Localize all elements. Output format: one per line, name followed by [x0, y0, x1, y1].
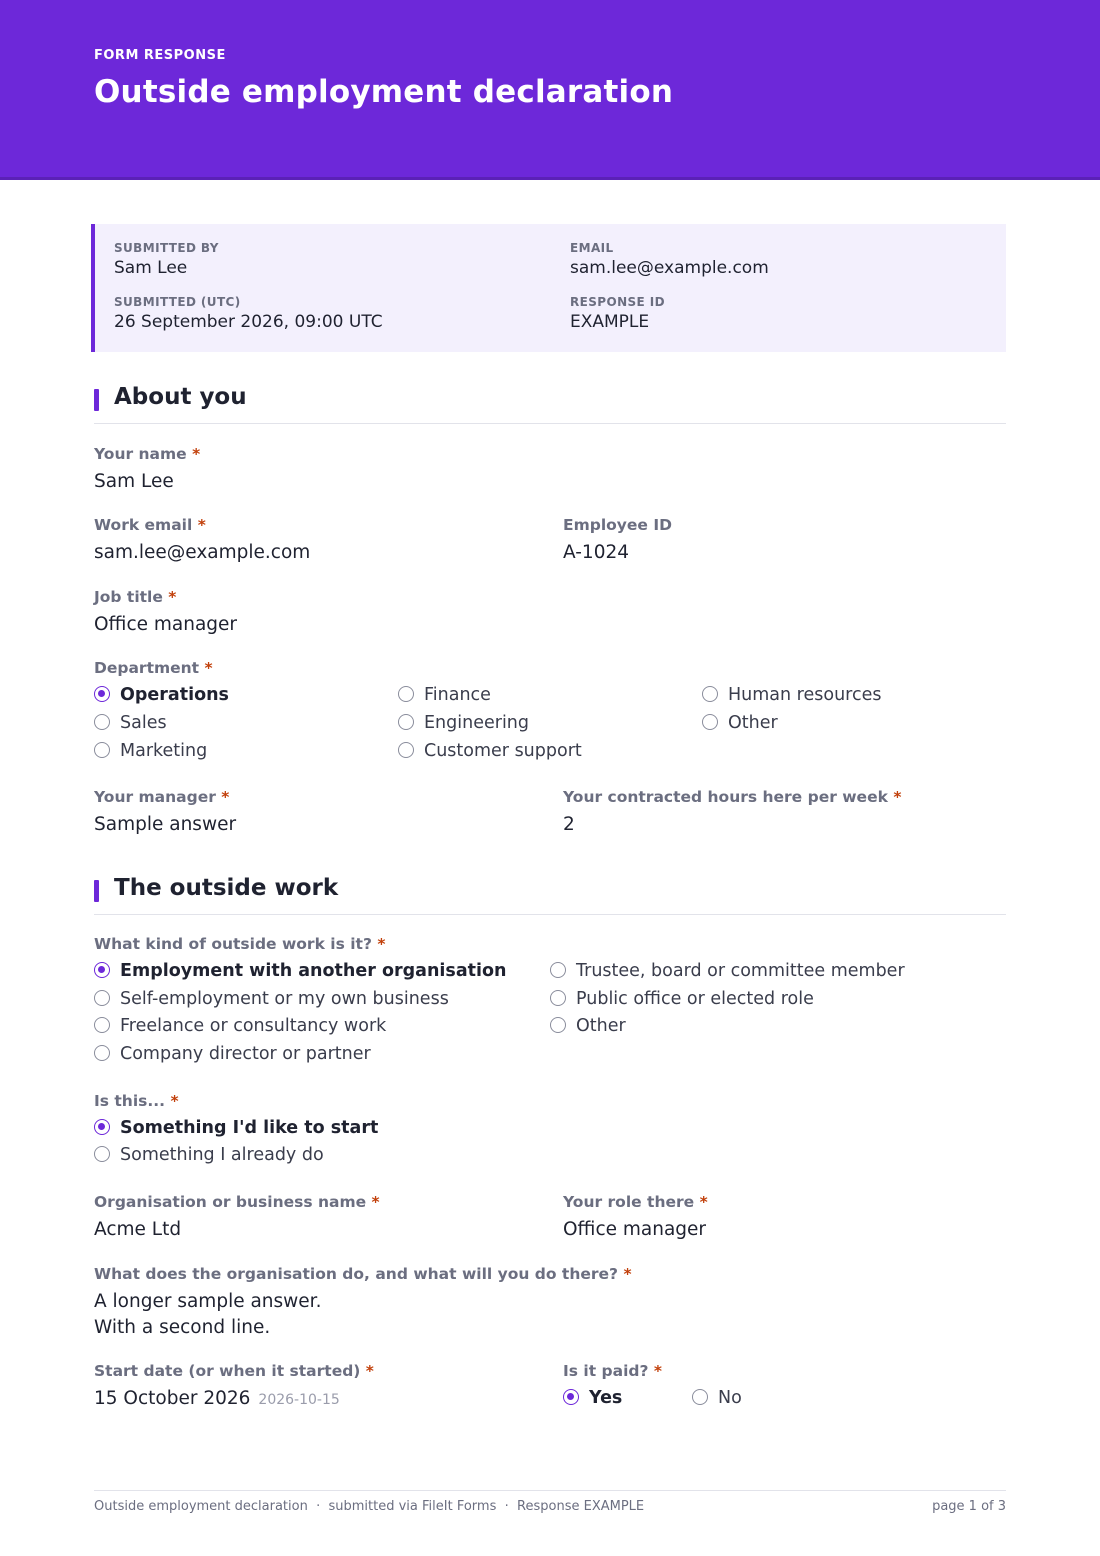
is-this-option: Something I already do	[94, 1145, 324, 1165]
radio-selected-icon	[94, 686, 110, 702]
radio-empty-icon	[94, 714, 110, 730]
department-option: Customer support	[398, 741, 582, 761]
question-label: Work email	[94, 516, 193, 534]
department-option: Finance	[398, 685, 491, 705]
required-mark: *	[197, 516, 206, 534]
form-title: Outside employment declaration	[94, 74, 674, 110]
department-option: Human resources	[702, 685, 881, 705]
page-footer	[94, 1490, 1006, 1514]
required-mark: *	[168, 588, 177, 606]
footer-separator: ·	[316, 1499, 321, 1514]
radio-empty-icon	[398, 742, 414, 758]
answer-value: Sam Lee	[94, 471, 174, 492]
question-label: Your manager	[94, 788, 216, 806]
radio-empty-icon	[398, 714, 414, 730]
meta-value: sam.lee@example.com	[570, 258, 769, 278]
meta-submitted-by	[114, 241, 219, 278]
radio-empty-icon	[94, 1045, 110, 1061]
answer-value: Acme Ltd	[94, 1219, 182, 1240]
kind-option: Employment with another organisation	[94, 961, 506, 981]
required-mark: *	[699, 1193, 708, 1211]
answer-value	[94, 1386, 374, 1413]
footer-via: submitted via FileIt Forms	[328, 1499, 497, 1514]
required-mark: *	[653, 1362, 662, 1380]
question-your-manager	[94, 788, 236, 838]
question-label: Your role there	[563, 1193, 695, 1211]
section-title: The outside work	[114, 875, 339, 901]
kind-option: Other	[550, 1016, 626, 1036]
required-mark: *	[365, 1362, 374, 1380]
paid-option: Yes	[563, 1388, 622, 1408]
required-mark: *	[371, 1193, 380, 1211]
radio-empty-icon	[94, 1146, 110, 1162]
meta-submitted-utc	[114, 295, 383, 332]
radio-selected-icon	[94, 962, 110, 978]
radio-empty-icon	[94, 1017, 110, 1033]
question-role-there	[563, 1193, 708, 1243]
question-contracted-hours	[563, 788, 901, 838]
question-label: Organisation or business name	[94, 1193, 367, 1211]
department-option: Operations	[94, 685, 229, 705]
section-outside-work	[94, 875, 1006, 915]
department-option: Engineering	[398, 713, 529, 733]
question-label: Employee ID	[563, 516, 672, 534]
start-date-text: 15 October 2026	[94, 1388, 251, 1409]
section-accent-bar	[94, 880, 99, 902]
section-accent-bar	[94, 389, 99, 411]
submission-meta-panel	[91, 224, 1006, 352]
answer-line: With a second line.	[94, 1317, 271, 1338]
section-title: About you	[114, 384, 247, 410]
required-mark: *	[377, 935, 386, 953]
start-date-iso: 2026-10-15	[258, 1392, 340, 1408]
radio-empty-icon	[692, 1389, 708, 1405]
answer-value: Sample answer	[94, 814, 237, 835]
meta-response-id	[570, 295, 665, 332]
meta-value: 26 September 2026, 09:00 UTC	[114, 312, 383, 332]
footer-response: Response EXAMPLE	[517, 1499, 645, 1514]
radio-empty-icon	[550, 962, 566, 978]
question-label: Is this...	[94, 1092, 166, 1110]
question-department	[94, 659, 213, 677]
radio-empty-icon	[702, 686, 718, 702]
department-option: Other	[702, 713, 778, 733]
radio-selected-icon	[94, 1119, 110, 1135]
question-label: What kind of outside work is it?	[94, 935, 372, 953]
question-label: Start date (or when it started)	[94, 1362, 361, 1380]
question-label: Your name	[94, 445, 187, 463]
question-employee-id	[563, 516, 672, 566]
question-label: Your contracted hours here per week	[563, 788, 888, 806]
question-kind-of-work	[94, 935, 385, 953]
footer-page-number: page 1 of 3	[932, 1499, 1006, 1514]
answer-value	[94, 1289, 632, 1341]
required-mark: *	[221, 788, 230, 806]
department-option: Marketing	[94, 741, 207, 761]
section-about-you	[94, 384, 1006, 424]
radio-empty-icon	[398, 686, 414, 702]
question-is-this	[94, 1092, 179, 1110]
required-mark: *	[623, 1265, 632, 1283]
question-start-date	[94, 1362, 374, 1413]
kind-option: Freelance or consultancy work	[94, 1016, 386, 1036]
radio-empty-icon	[702, 714, 718, 730]
radio-selected-icon	[563, 1389, 579, 1405]
form-eyebrow: FORM RESPONSE	[94, 48, 226, 63]
radio-empty-icon	[94, 990, 110, 1006]
radio-empty-icon	[550, 990, 566, 1006]
form-header	[0, 0, 1100, 180]
paid-option: No	[692, 1388, 742, 1408]
is-this-option: Something I'd like to start	[94, 1118, 378, 1138]
meta-label: RESPONSE ID	[570, 295, 665, 309]
question-your-name	[94, 445, 200, 495]
meta-label: SUBMITTED BY	[114, 241, 219, 255]
footer-form-name: Outside employment declaration	[94, 1499, 308, 1514]
question-label: Is it paid?	[563, 1362, 649, 1380]
required-mark: *	[893, 788, 902, 806]
question-label: Job title	[94, 588, 163, 606]
radio-empty-icon	[94, 742, 110, 758]
meta-label: EMAIL	[570, 241, 614, 255]
answer-line: A longer sample answer.	[94, 1291, 322, 1312]
answer-value: Office manager	[94, 614, 238, 635]
answer-value: Office manager	[563, 1219, 707, 1240]
meta-email	[570, 241, 769, 278]
question-organisation-description	[94, 1265, 632, 1341]
department-option: Sales	[94, 713, 167, 733]
answer-value: A-1024	[563, 542, 630, 563]
kind-option: Self-employment or my own business	[94, 989, 449, 1009]
question-work-email	[94, 516, 310, 566]
question-organisation-name	[94, 1193, 380, 1243]
kind-option: Company director or partner	[94, 1044, 371, 1064]
required-mark: *	[204, 659, 213, 677]
required-mark: *	[192, 445, 201, 463]
meta-value: Sam Lee	[114, 258, 188, 278]
kind-option: Public office or elected role	[550, 989, 814, 1009]
required-mark: *	[170, 1092, 179, 1110]
footer-separator: ·	[504, 1499, 509, 1514]
question-label: What does the organisation do, and what will you do there?	[94, 1265, 619, 1283]
kind-option: Trustee, board or committee member	[550, 961, 905, 981]
question-is-paid	[563, 1362, 662, 1380]
question-label: Department	[94, 659, 200, 677]
meta-label: SUBMITTED (UTC)	[114, 295, 241, 309]
answer-value: 2	[563, 814, 575, 835]
radio-empty-icon	[550, 1017, 566, 1033]
question-job-title	[94, 588, 237, 638]
answer-value: sam.lee@example.com	[94, 542, 311, 563]
meta-value: EXAMPLE	[570, 312, 650, 332]
